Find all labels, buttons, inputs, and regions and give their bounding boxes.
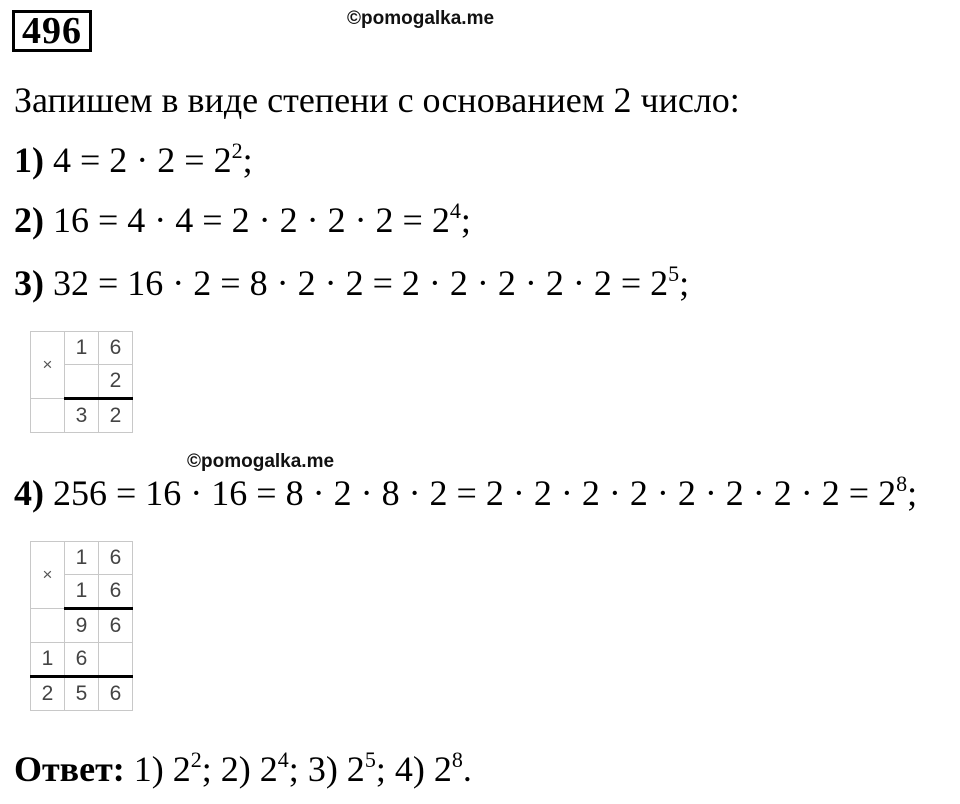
item-1-end: ; (242, 140, 253, 180)
answer-sep-4: . (462, 749, 472, 789)
item-1-label: 1) (14, 140, 44, 180)
problem-number-box: 496 (12, 10, 92, 52)
watermark-middle: ©pomogalka.me (187, 451, 335, 472)
item-2-label: 2) (14, 200, 44, 240)
answer-exponent-3: 5 (364, 747, 376, 772)
grid1-cell: 2 (99, 399, 133, 433)
answer-sep-3: ; (375, 749, 386, 789)
grid1-cell: 2 (99, 365, 133, 399)
item-3-expression: 32 = 16 · 2 = 8 · 2 · 2 = 2 · 2 · 2 · 2 · 2 = 2 (53, 263, 669, 303)
grid1-cell (31, 399, 65, 433)
watermark-top: ©pomogalka.me (347, 8, 495, 29)
grid2-cell: 6 (99, 575, 133, 609)
grid1-operator: × (31, 332, 65, 399)
grid2-cell: 5 (65, 677, 99, 711)
grid2-cell (99, 643, 133, 677)
answer-part-1: 1) 2 (133, 749, 191, 789)
grid2-cell: 6 (99, 542, 133, 575)
answer-exponent-4: 8 (451, 747, 463, 772)
grid2-cell: 2 (31, 677, 65, 711)
multiplication-grid-16x2 (30, 331, 133, 433)
grid1-cell: 1 (65, 332, 99, 365)
item-1-exponent: 2 (231, 138, 243, 163)
grid2-cell: 6 (65, 643, 99, 677)
grid1-cell: 6 (99, 332, 133, 365)
item-2 (14, 200, 471, 240)
item-4-expression: 256 = 16 · 16 = 8 · 2 · 8 · 2 = 2 · 2 · 2 · 2 · 2 · 2 · 2 · 2 = 2 (53, 473, 897, 513)
item-2-end: ; (460, 200, 471, 240)
answer-sep-2: ; (288, 749, 299, 789)
grid2-operator: × (31, 542, 65, 609)
grid2-cell (31, 609, 65, 643)
multiplication-grid-16x16 (30, 541, 133, 711)
item-2-expression: 16 = 4 · 4 = 2 · 2 · 2 · 2 = 2 (53, 200, 450, 240)
grid2-cell: 6 (99, 609, 133, 643)
answer-line (14, 749, 472, 789)
item-4-end: ; (907, 473, 918, 513)
item-3 (14, 263, 689, 303)
item-1 (14, 140, 253, 180)
item-4-label: 4) (14, 473, 44, 513)
answer-exponent-1: 2 (190, 747, 202, 772)
grid2-cell: 1 (65, 542, 99, 575)
answer-part-2: 2) 2 (220, 749, 278, 789)
grid2-cell: 1 (31, 643, 65, 677)
answer-part-3: 3) 2 (307, 749, 365, 789)
item-4 (14, 473, 917, 513)
answer-label: Ответ: (14, 749, 125, 789)
item-3-label: 3) (14, 263, 44, 303)
grid2-cell: 1 (65, 575, 99, 609)
item-1-expression: 4 = 2 · 2 = 2 (53, 140, 232, 180)
grid1-cell: 3 (65, 399, 99, 433)
grid1-cell (65, 365, 99, 399)
item-2-exponent: 4 (449, 198, 461, 223)
intro-text: Запишем в виде степени с основанием 2 число: (14, 80, 740, 120)
item-3-end: ; (679, 263, 690, 303)
grid2-cell: 6 (99, 677, 133, 711)
answer-sep-1: ; (201, 749, 212, 789)
answer-exponent-2: 4 (277, 747, 289, 772)
item-3-exponent: 5 (668, 261, 680, 286)
grid2-cell: 9 (65, 609, 99, 643)
answer-part-4: 4) 2 (394, 749, 452, 789)
item-4-exponent: 8 (896, 471, 908, 496)
